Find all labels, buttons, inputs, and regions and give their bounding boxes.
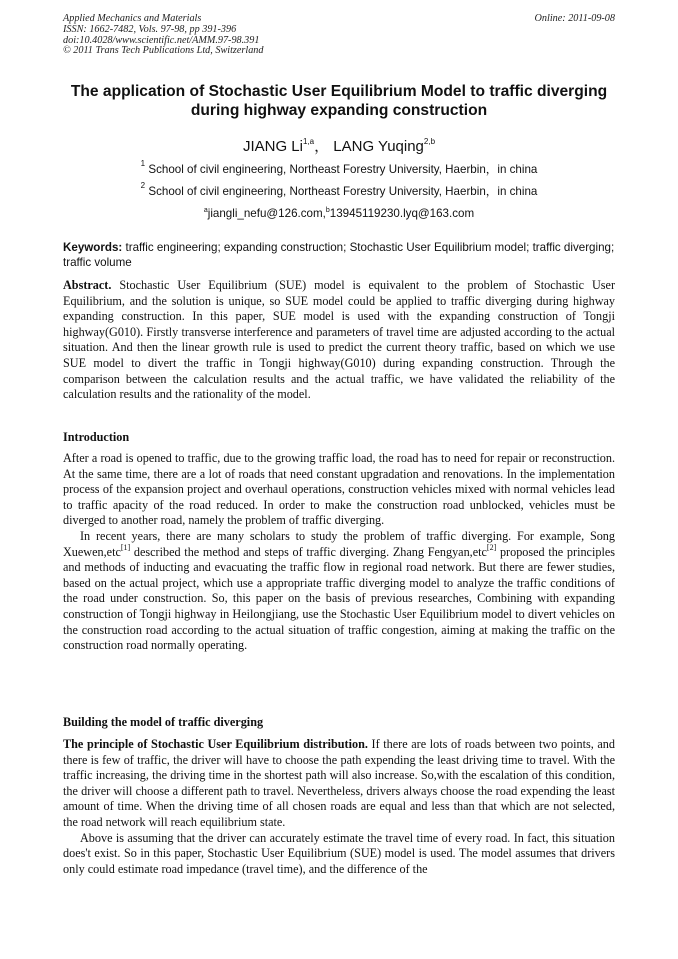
author-separator: ，	[314, 138, 330, 155]
affiliation-marker: 1	[140, 159, 146, 168]
paragraph-text: described the method and steps of traffic diverging. Zhang Fengyan,etc	[130, 544, 487, 559]
copyright-line: © 2011 Trans Tech Publications Ltd, Switzerland	[63, 45, 264, 57]
citation-ref-2[interactable]: [2]	[486, 542, 497, 552]
online-date: Online: 2011-09-08	[534, 13, 615, 24]
model-paragraph-2: Above is assuming that the driver can accurately estimate the travel time of every road. In fact, this situation does't exist. So in this paper, Stochastic User Equilibrium (SUE) model is used. The model assumes that drivers only could estimate road impedance (travel time), and the difference of the	[63, 830, 615, 876]
paper-title	[40, 82, 638, 120]
subsection-label: The principle of Stochastic User Equilibrium distribution.	[63, 737, 368, 751]
email-address[interactable]: 13945119230.lyq@163.com	[329, 207, 475, 220]
affiliation-marker: 2	[140, 181, 146, 190]
author-emails	[0, 207, 678, 221]
paragraph-text: If there are lots of roads between two points, and there is few of traffic, the driver will have to choose the path expending the least driving time to travel. With the traffic increasing, the driving time in the shortest path will also increase. So,with the escalation of this condition, the driver will choose a different path to travel. Nevertheless, drivers always choose the road expending the least amount of time. When the driving time of all chosen roads are equal and less than that which are not selected, the road network will reach equilibrium state.	[63, 737, 615, 829]
affiliation-1	[0, 159, 678, 177]
author-name: LANG Yuqing	[333, 138, 424, 155]
section-heading-model: Building the model of traffic diverging	[63, 715, 264, 729]
section-heading-introduction: Introduction	[63, 430, 130, 444]
journal-header	[63, 14, 615, 57]
abstract	[63, 278, 615, 403]
introduction-body	[63, 451, 615, 654]
email-marker: a	[203, 207, 208, 214]
author-affiliation-marker: 1,a	[302, 137, 315, 146]
abstract-label: Abstract.	[63, 278, 112, 292]
keywords-text: traffic engineering; expanding construction; Stochastic User Equilibrium model; traffic diverging; traffic volume	[63, 241, 615, 270]
keywords-label: Keywords:	[63, 241, 123, 254]
affiliation-2	[0, 181, 678, 199]
email-marker: b	[325, 207, 330, 214]
title-line-2: during highway expanding construction	[190, 102, 488, 119]
model-paragraph-1	[63, 737, 615, 831]
email-address[interactable]: jiangli_nefu@126.com,	[207, 207, 326, 220]
abstract-text: Stochastic User Equilibrium (SUE) model is equivalent to the problem of Stochastic User Equilibrium, and the solution is unique, so SUE model could be applied to traffic diverging during highway expanding construction. In this paper, SUE model is used with the expanding construction of Tongji highway(G010). Firstly transverse interference and parameters of travel time are adjusted according to the actual situation. And then the linear growth rule is used to predict the current theory traffic, based on which we use SUE model to divert the traffic in Tongji highway(G010) during expanding construction. Through the comparison between the calculation results and the actual traffic, we have validated the reliability of the calculation results and the rationality of the model.	[63, 278, 615, 402]
author-affiliation-marker: 2,b	[423, 137, 436, 146]
introduction-paragraph-1: After a road is opened to traffic, due to the growing traffic load, the road has to need for repair or reconstruction. At the same time, there are a lot of roads that need constant upgradation and renovations. In the implementation process of the expansion project and overhaul operations, construction vehicles mixed with normal vehicles lead to traffic apacity of the road reduced. In order to make the construction road unblocked, vehicles must be diverged to another road, namely the problem of traffic diverging.	[63, 451, 615, 528]
keywords	[63, 240, 615, 271]
affiliation-text: School of civil engineering, Northeast Forestry University, Haerbin，in china	[148, 163, 538, 176]
affiliation-text: School of civil engineering, Northeast Forestry University, Haerbin，in china	[148, 185, 538, 198]
citation-ref-1[interactable]: [1]	[120, 542, 131, 552]
author-name: JIANG Li	[242, 138, 303, 155]
introduction-paragraph-2	[63, 529, 615, 654]
journal-name: Applied Mechanics and Materials	[63, 13, 202, 24]
issn-line: ISSN: 1662-7482, Vols. 97-98, pp 391-396	[63, 23, 237, 35]
doi-line: doi:10.4028/www.scientific.net/AMM.97-98.391	[63, 34, 260, 46]
model-body	[63, 737, 615, 877]
paragraph-text: proposed the principles and methods of inducting and evacuating the traffic flow in regional road network. But there are fewer studies, based on the actual project, which use a appropriate traffic diverging model to analyze the traffic conditions of the road under construction. So, this paper on the basis of previous researches, Combining with expanding construction of Tongji highway in Heilongjiang, use the Stochastic User Equilibrium model to divert vehicles on the construction road according to the actual situation of traffic congestion, aiming at making the traffic on the construction road normally operating.	[63, 544, 615, 653]
author-list	[0, 138, 678, 156]
paragraph-text: In recent years, there are many scholars to study the problem of traffic diverging. For example, Song Xuewen,etc	[63, 528, 615, 559]
title-line-1: The application of Stochastic User Equilibrium Model to traffic diverging	[70, 83, 608, 100]
